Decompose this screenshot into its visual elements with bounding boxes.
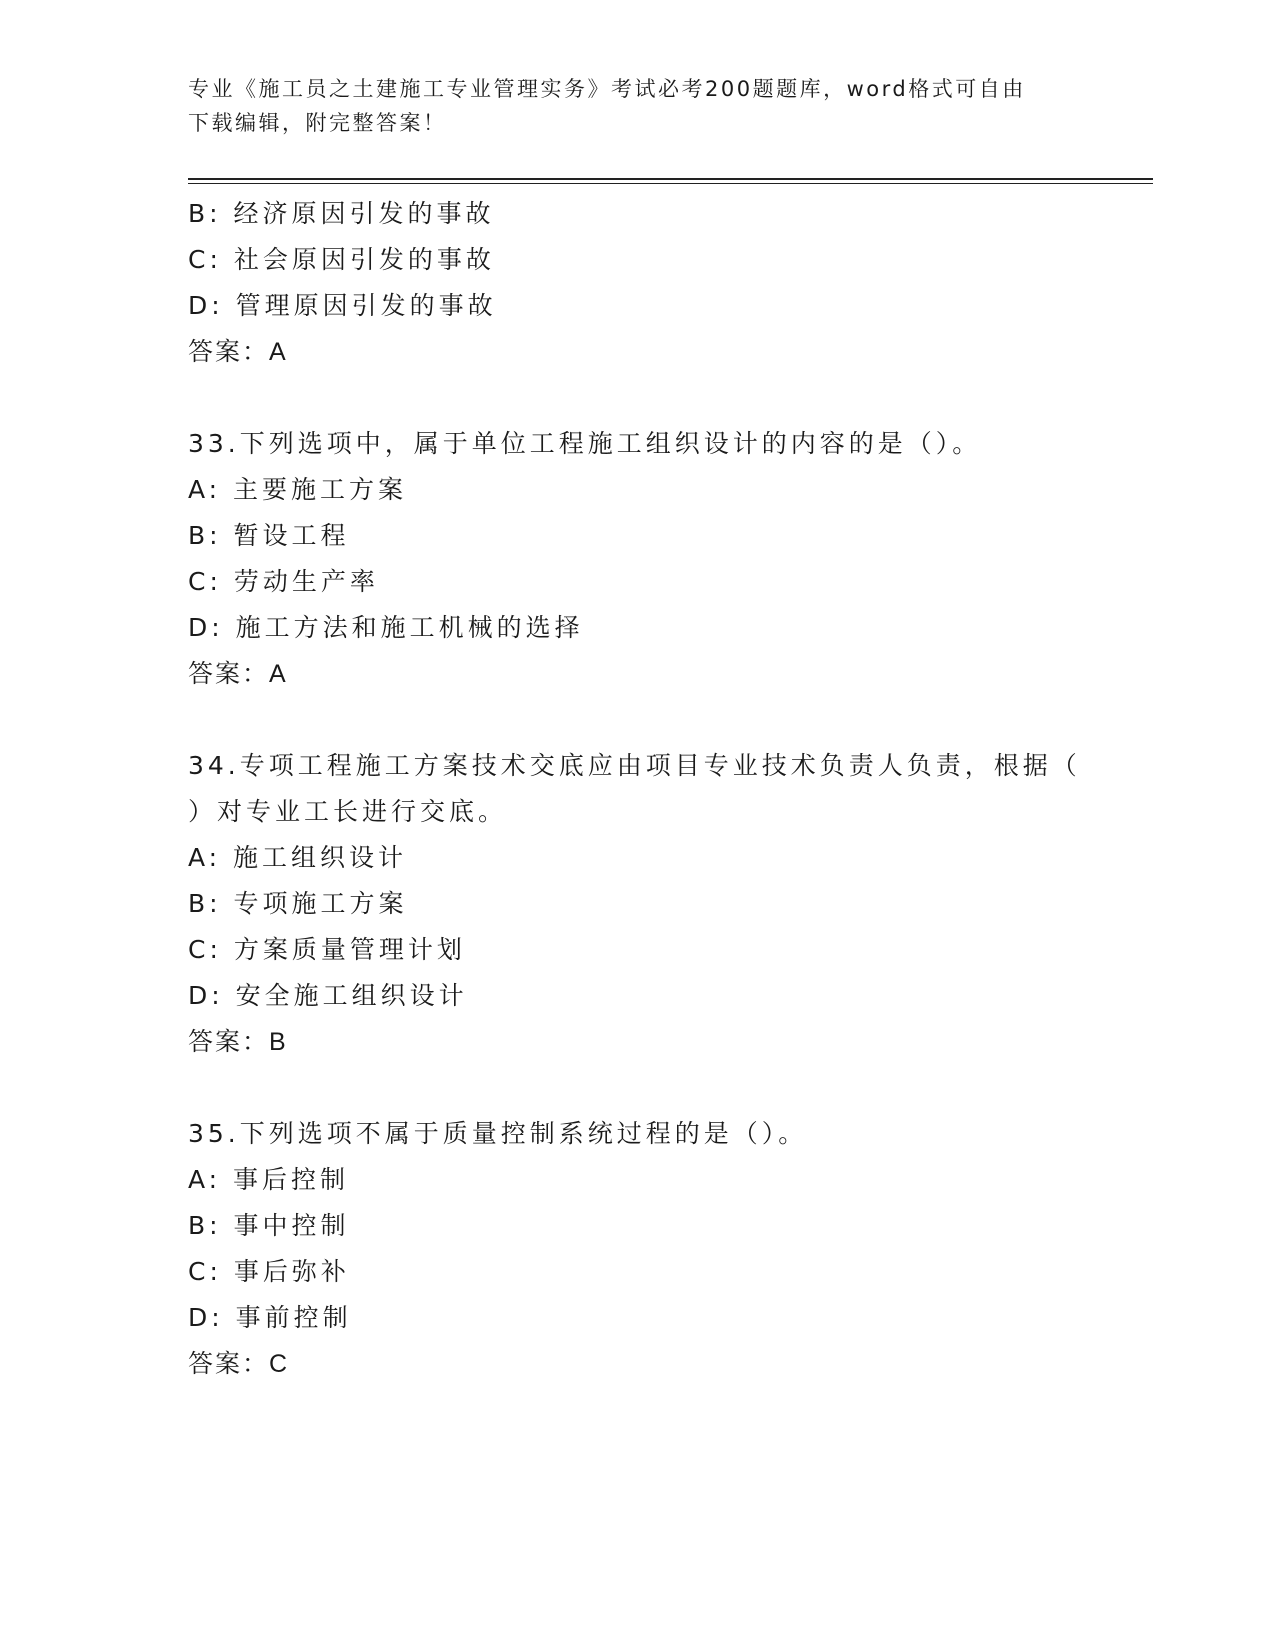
option-b: B: 专项施工方案 (188, 889, 408, 918)
option-c: C: 事后弥补 (188, 1257, 350, 1286)
question-33 (188, 421, 1088, 697)
option-d: D: 施工方法和施工机械的选择 (188, 613, 584, 642)
option-c: C: 劳动生产率 (188, 567, 379, 596)
header-line-2: 下载编辑，附完整答案！ (188, 111, 447, 135)
answer: 答案：A (188, 660, 288, 688)
document-header (188, 72, 1068, 140)
question-stem-line-2: ）对专业工长进行交底。 (188, 797, 508, 826)
question-list (188, 191, 1088, 1387)
answer: 答案：A (188, 338, 288, 366)
question-35 (188, 1111, 1088, 1387)
option-c: C: 社会原因引发的事故 (188, 245, 495, 274)
option-d: D: 安全施工组织设计 (188, 981, 468, 1010)
header-rule-thick (188, 178, 1153, 180)
option-a: A: 事后控制 (188, 1165, 350, 1194)
option-b: B: 经济原因引发的事故 (188, 199, 495, 228)
option-b: B: 事中控制 (188, 1211, 350, 1240)
question-32-continued (188, 191, 1088, 375)
question-34 (188, 743, 1088, 1065)
question-stem-line-1: 34.专项工程施工方案技术交底应由项目专业技术负责人负责，根据（ (188, 751, 1081, 780)
option-d: D: 管理原因引发的事故 (188, 291, 497, 320)
question-stem: 35.下列选项不属于质量控制系统过程的是（）。 (188, 1119, 808, 1148)
option-b: B: 暂设工程 (188, 521, 350, 550)
option-d: D: 事前控制 (188, 1303, 352, 1332)
option-c: C: 方案质量管理计划 (188, 935, 466, 964)
header-line-1: 专业《施工员之土建施工专业管理实务》考试必考200题题库，word格式可自由 (188, 77, 1026, 101)
answer: 答案：C (188, 1350, 290, 1378)
option-a: A: 主要施工方案 (188, 475, 408, 504)
question-stem: 33.下列选项中，属于单位工程施工组织设计的内容的是（）。 (188, 429, 982, 458)
option-a: A: 施工组织设计 (188, 843, 408, 872)
answer: 答案：B (188, 1028, 288, 1056)
header-rule-thin (188, 183, 1153, 184)
